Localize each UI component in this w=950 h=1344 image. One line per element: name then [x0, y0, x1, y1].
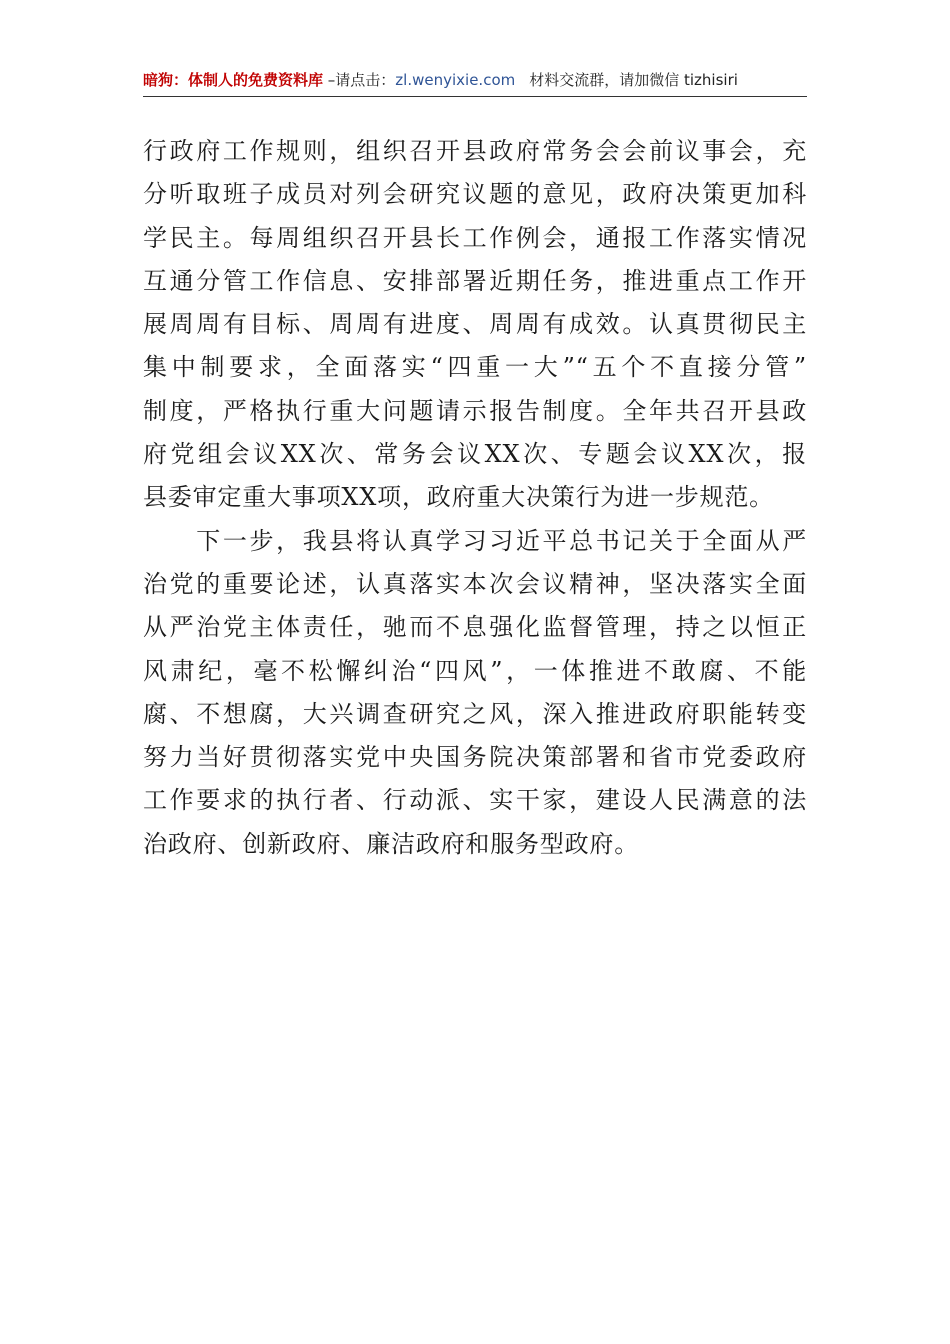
text-line: 下一步，我县将认真学习习近平总书记关于全面从严 [143, 526, 807, 555]
page-header [143, 66, 807, 97]
text-line: 分听取班子成员对列会研究议题的意见，政府决策更加科 [143, 180, 807, 209]
text-line: 县委审定重大事项XX项，政府重大决策行为进一步规范。 [143, 483, 774, 512]
text-line: 工作要求的执行者、行动派、实干家，建设人民满意的法 [143, 786, 807, 815]
paragraph-2 [143, 520, 807, 866]
header-brand: 暗狗：体制人的免费资料库 [143, 71, 324, 89]
text-line: 互通分管工作信息、安排部署近期任务，推进重点工作开 [143, 266, 807, 295]
text-line: 行政府工作规则，组织召开县政府常务会会前议事会，充 [143, 137, 807, 165]
text-line: 制度，严格执行重大问题请示报告制度。全年共召开县政 [143, 396, 807, 425]
paragraph-1 [143, 130, 807, 520]
text-line: 治政府、创新政府、廉洁政府和服务型政府。 [143, 829, 639, 858]
header-click-prompt: –请点击： [323, 71, 396, 89]
text-line: 风肃纪，毫不松懈纠治“四风”，一体推进不敢腐、不能 [143, 656, 807, 685]
text-line: 学民主。每周组织召开县长工作例会，通报工作落实情况 [143, 223, 807, 252]
text-line: 努力当好贯彻落实党中央国务院决策部署和省市党委政府 [143, 743, 807, 772]
header-wechat-note: 材料交流群，请加微信 tizhisiri [529, 71, 738, 89]
text-line: 腐、不想腐，大兴调查研究之风，深入推进政府职能转变 [143, 699, 807, 728]
text-line: 从严治党主体责任，驰而不息强化监督管理，持之以恒正 [143, 613, 807, 642]
text-line: 府党组会议XX次、常务会议XX次、专题会议XX次，报 [143, 440, 807, 469]
document-body [143, 130, 807, 866]
text-line: 展周周有目标、周周有进度、周周有成效。认真贯彻民主 [143, 310, 807, 339]
text-line: 集中制要求，全面落实“四重一大”“五个不直接分管” [143, 353, 807, 382]
text-line: 治党的重要论述，认真落实本次会议精神，坚决落实全面 [143, 569, 807, 598]
header-url-link[interactable]: zl.wenyixie.com [395, 71, 516, 89]
